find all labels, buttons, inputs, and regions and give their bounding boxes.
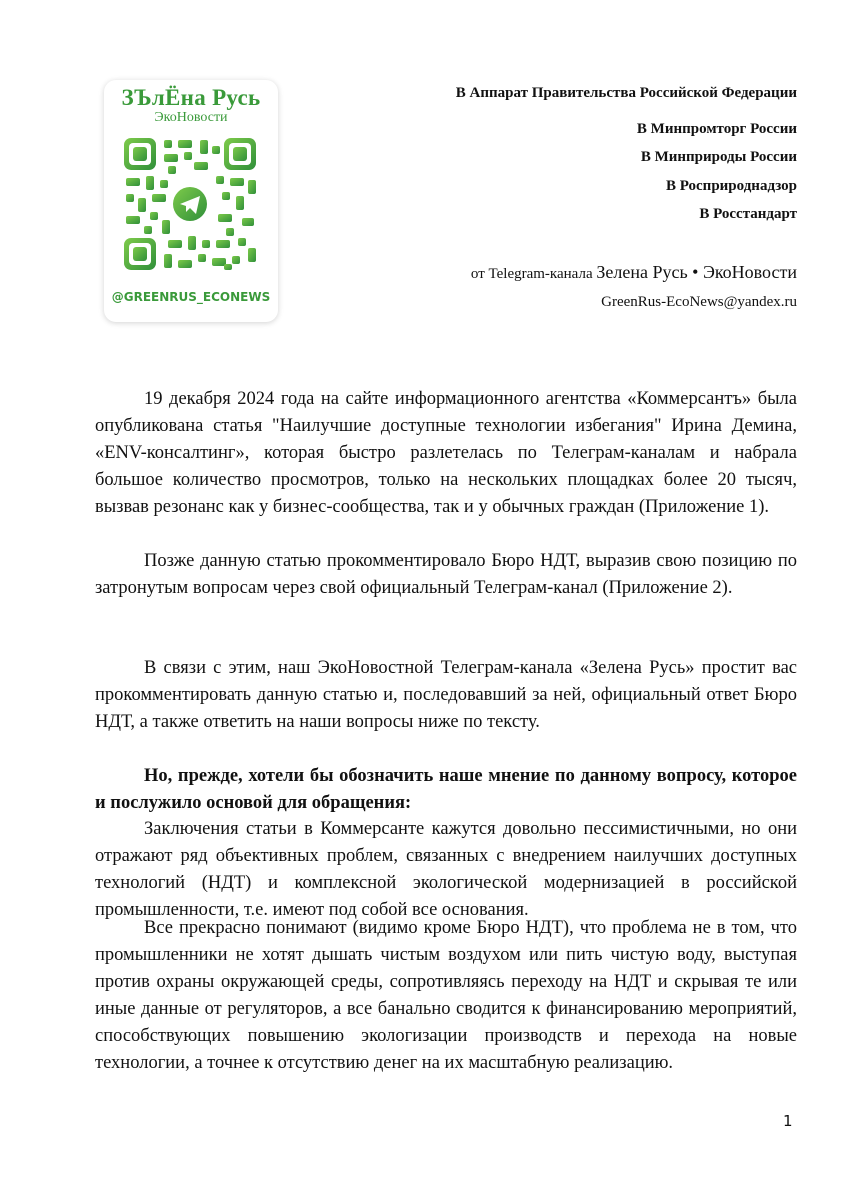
logo-title: ЗЪлЁна Русь — [121, 85, 261, 110]
channel-logo-card — [104, 80, 278, 322]
paragraph-request: В связи с этим, наш ЭкоНовостной Телеграм-канала «Зелена Русь» простит вас прокомментировать данную статью и, последовавший за ней, официальный ответ Бюро НДТ, а также ответить на наши вопросы ниже по тексту. — [95, 658, 797, 732]
logo-subtitle: ЭкоНовости — [154, 110, 228, 125]
paragraph-publication: 19 декабря 2024 года на сайте информационного агентства «Коммерсантъ» была опубликована статья "Наилучшие доступные технологии избегания" Ирина Демина, «ENV-консалтинг», которая быстро разлетелась по Телеграм-каналам и набрала большое количество просмотров, только на нескольких площадках более 20 тысяч, вызвав резонанс как у бизнес-сообщества, так и у обычных граждан (Приложение 1). — [95, 389, 797, 517]
recipient-minpromtorg: В Минпромторг России — [636, 121, 797, 137]
recipient-government-office: В Аппарат Правительства Российской Федерации — [455, 85, 797, 101]
page-number: 1 — [783, 1112, 793, 1130]
sender-channel-name: Зелена Русь • ЭкоНовости — [596, 262, 797, 282]
paragraph-opinion-heading: Но, прежде, хотели бы обозначить наше мнение по данному вопросу, которое и послужило основой для обращения: — [95, 766, 797, 813]
recipient-rosstandart: В Росстандарт — [699, 206, 797, 222]
recipient-rosprirodnadzor: В Росприроднадзор — [665, 178, 797, 194]
sender-prefix: от Telegram-канала — [470, 266, 597, 282]
paragraph-bureau-comment: Позже данную статью прокомментировало Бюро НДТ, выразив свою позицию по затронутым вопросам через свой официальный Телеграм-канал (Приложение 2). — [95, 551, 797, 598]
qr-code-icon — [122, 136, 258, 272]
recipient-minprirody: В Минприроды России — [640, 149, 797, 165]
sender-email: GreenRus-EcoNews@yandex.ru — [601, 294, 797, 310]
channel-handle: @GREENRUS_ECONEWS — [111, 290, 271, 304]
paragraph-financing: Все прекрасно понимают (видимо кроме Бюро НДТ), что проблема не в том, что промышленники не хотят дышать чистым воздухом или пить чистую воду, выступая против охраны окружающей среды, сопротивляясь переходу на НДТ и скрывая те или иные данные от регуляторов, а все банально сводится к финансированию мероприятий, способствующих повышению экологизации производств и перехода на новые технологии, а точнее к отсутствию денег на их масштабную реализацию. — [95, 918, 797, 1073]
paragraph-conclusions: Заключения статьи в Коммерсанте кажутся довольно пессимистичными, но они отражают ряд объективных проблем, связанных с внедрением наилучших доступных технологий (НДТ) и комплексной экологической модернизацией в российской промышленности, т.е. имеют под собой все основания. — [95, 819, 797, 920]
sender-line — [471, 262, 797, 283]
